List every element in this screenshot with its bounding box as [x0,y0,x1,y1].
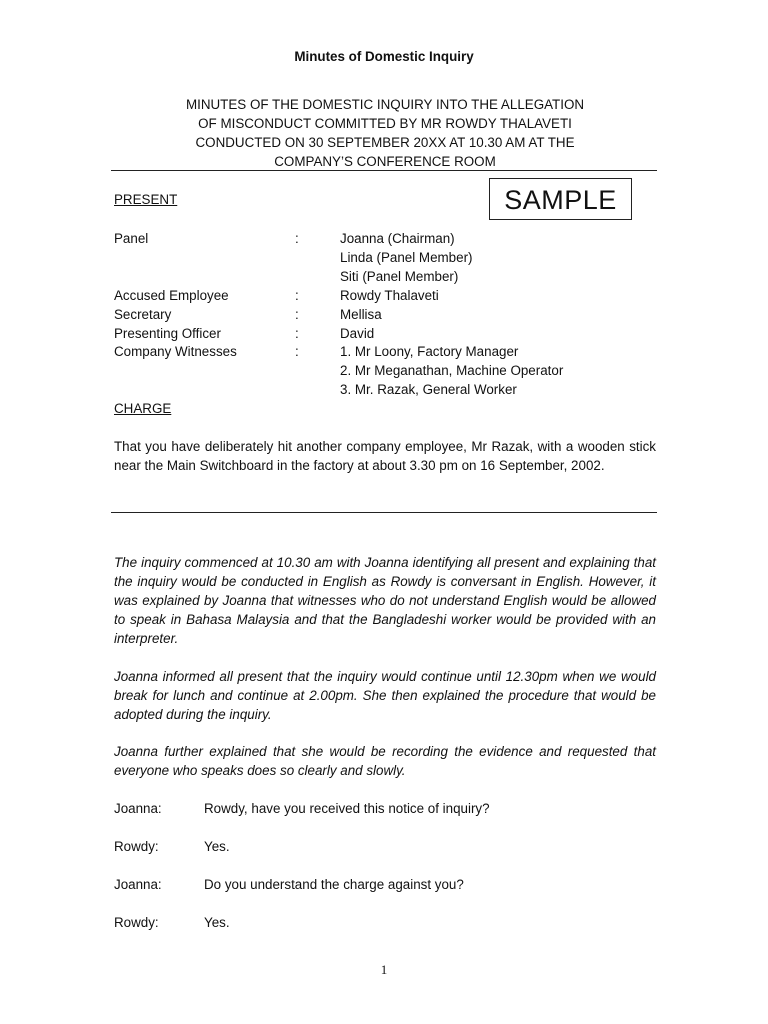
attendee-name: 3. Mr. Razak, General Worker [340,382,517,398]
dialogue-speaker: Joanna: [114,801,162,816]
minutes-heading-line: MINUTES OF THE DOMESTIC INQUIRY INTO THE ALLEGATION [185,97,585,112]
minutes-heading-line: OF MISCONDUCT COMMITTED BY MR ROWDY THALAVETI [198,116,572,131]
dialogue-text: Do you understand the charge against you? [204,877,464,892]
attendee-name: 1. Mr Loony, Factory Manager [340,344,519,360]
attendee-colon: : [295,306,299,322]
dialogue-line [114,799,656,818]
attendee-name: 2. Mr Meganathan, Machine Operator [340,363,564,379]
attendee-row-presenting-officer [114,325,656,344]
attendee-names [340,230,656,287]
attendee-name: Mellisa [340,306,382,322]
dialogue-line [114,913,656,932]
attendee-role: Accused Employee [114,287,229,303]
attendee-names [340,325,656,344]
top-divider [111,170,657,171]
attendees-list [114,230,656,400]
attendee-row-secretary [114,306,656,325]
dialogue-speaker: Joanna: [114,877,162,892]
minutes-heading-line: CONDUCTED ON 30 SEPTEMBER 20XX AT 10.30 AM AT THE [195,135,575,150]
attendee-role: Panel [114,231,149,246]
section-divider [111,512,657,513]
attendee-row-witnesses [114,343,656,400]
dialogue-line [114,837,656,856]
narrative-paragraph: Joanna further explained that she would be recording the evidence and requested that everyone who speaks does so clearly and slowly. [114,744,656,778]
present-heading: PRESENT [114,192,178,207]
dialogue-speaker: Rowdy: [114,839,159,854]
attendee-names [340,343,656,400]
attendee-row-accused [114,287,656,306]
attendee-role: Secretary [114,306,172,322]
document-title: Minutes of Domestic Inquiry [294,49,474,64]
dialogue-text: Yes. [204,839,230,854]
attendee-row-panel [114,230,656,287]
dialogue-text: Rowdy, have you received this notice of inquiry? [204,801,490,816]
attendee-name: Rowdy Thalaveti [340,287,439,303]
minutes-heading-line: COMPANY’S CONFERENCE ROOM [274,154,496,169]
attendee-colon: : [295,231,299,246]
attendee-name: David [340,325,375,341]
attendee-name: Siti (Panel Member) [340,268,459,284]
dialogue-speaker: Rowdy: [114,915,159,930]
attendee-role: Company Witnesses [114,344,237,360]
minutes-heading [114,95,656,171]
attendee-colon: : [295,287,299,303]
dialogue-line [114,875,656,894]
narrative-paragraph: Joanna informed all present that the inquiry would continue until 12.30pm when we would break for lunch and continue at 2.00pm. She then explained the procedure that would be adopted during the inquiry. [114,669,656,722]
narrative-paragraph: The inquiry commenced at 10.30 am with Joanna identifying all present and explaining that the inquiry would be conducted in English as Rowdy is conversant in English. However, it was explained by Joanna that witnesses who do not understand English would be allowed to speak in Bahasa Malaysia and that the Bangladeshi worker would be provided with an interpreter. [114,555,656,646]
attendee-names [340,306,656,325]
attendee-names [340,287,656,306]
charge-heading: CHARGE [114,401,172,416]
page-number: 1 [380,962,388,977]
sample-stamp: SAMPLE [489,178,632,220]
attendee-colon: : [295,344,299,360]
charge-text: That you have deliberately hit another company employee, Mr Razak, with a wooden stick near the Main Switchboard in the factory at about 3.30 pm on 16 September, 2002. [114,439,656,473]
attendee-colon: : [295,325,299,341]
attendee-name: Linda (Panel Member) [340,249,473,265]
attendee-role: Presenting Officer [114,325,221,341]
attendee-name: Joanna (Chairman) [340,231,455,246]
dialogue-text: Yes. [204,915,230,930]
